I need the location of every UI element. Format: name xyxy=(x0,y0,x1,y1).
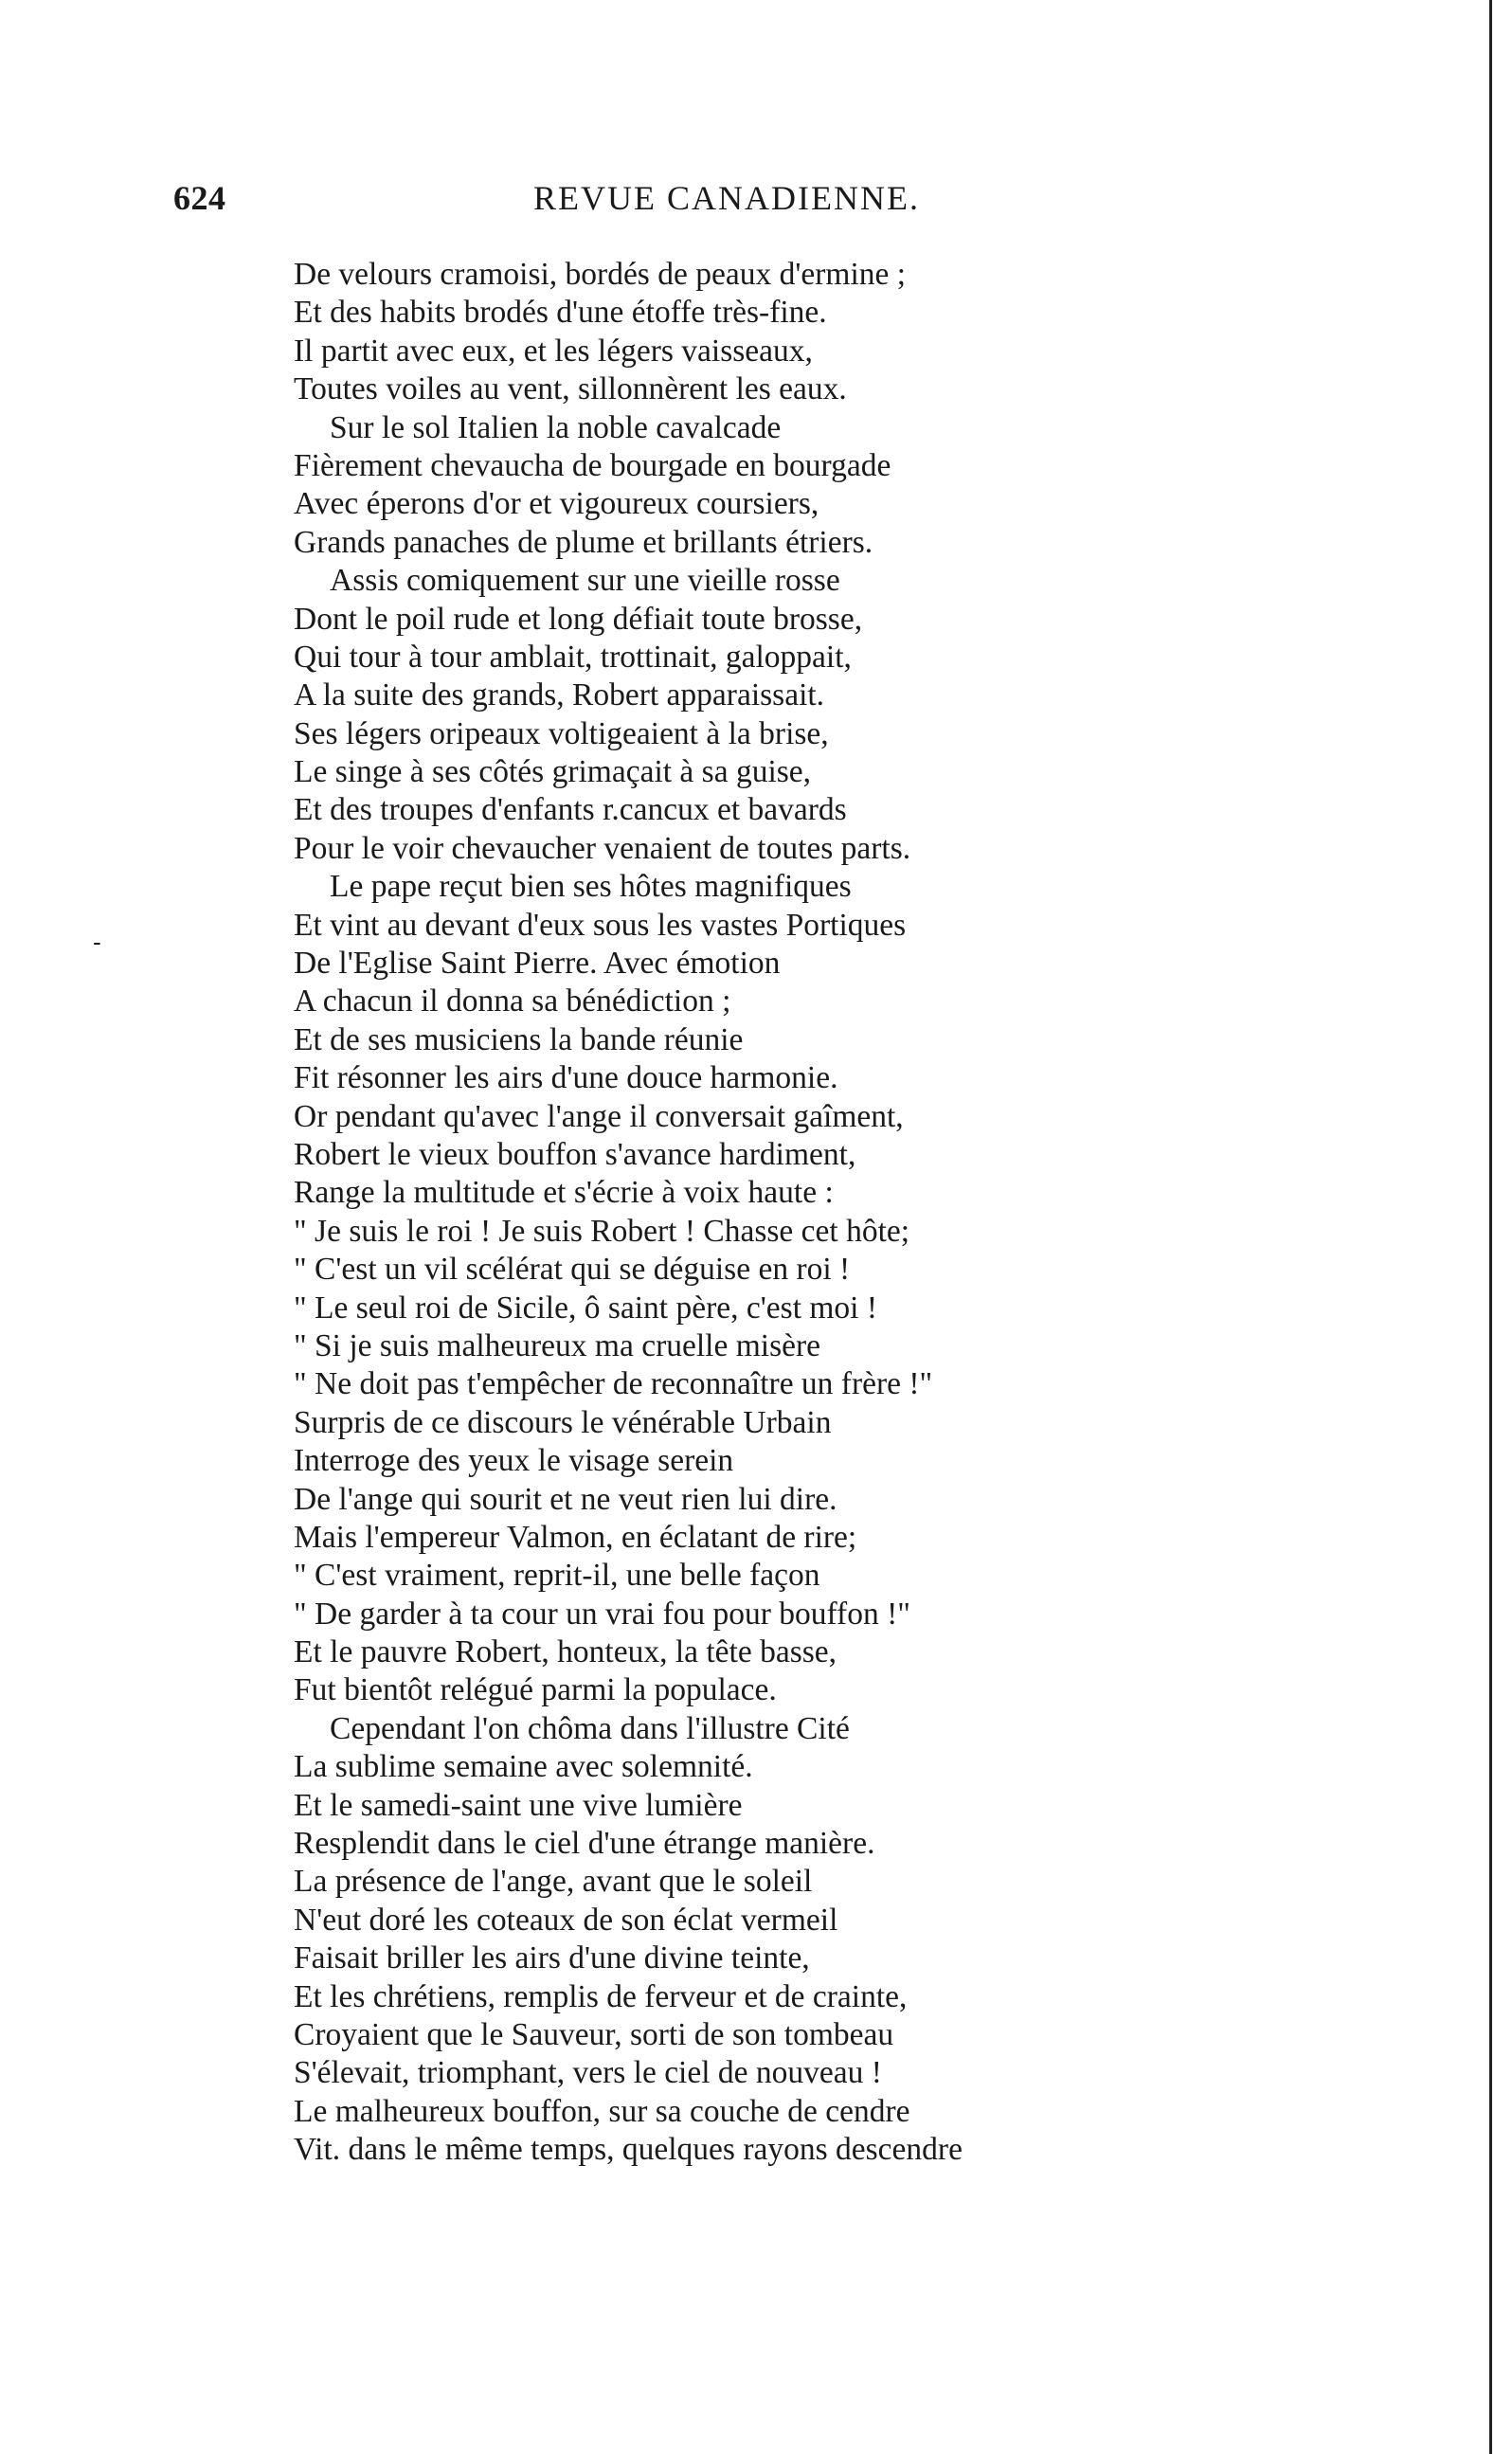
page-edge-rule xyxy=(1489,0,1492,2454)
poem-line: De l'ange qui sourit et ne veut rien lui dire. xyxy=(294,1481,837,1517)
poem-line: Avec éperons d'or et vigoureux coursiers, xyxy=(294,486,819,522)
poem-line: Resplendit dans le ciel d'une étrange manière. xyxy=(294,1826,875,1862)
poem-line: Fut bientôt relégué parmi la populace. xyxy=(294,1672,777,1708)
poem-line: Dont le poil rude et long défiait toute brosse, xyxy=(294,601,863,637)
poem-line: Et de ses musiciens la bande réunie xyxy=(294,1021,744,1057)
poem-line: La sublime semaine avec solemnité. xyxy=(294,1749,753,1785)
poem-line: " C'est vraiment, reprit-il, une belle façon xyxy=(294,1558,820,1594)
poem-line: Faisait briller les airs d'une divine teinte, xyxy=(294,1940,810,1976)
poem-line: Le malheureux bouffon, sur sa couche de cendre xyxy=(294,2093,910,2129)
poem-line: Il partit avec eux, et les légers vaisseaux, xyxy=(294,333,813,369)
poem-line: " De garder à ta cour un vrai fou pour bouffon !" xyxy=(294,1596,910,1632)
poem-line: Cependant l'on chôma dans l'illustre Cité xyxy=(330,1710,850,1746)
poem-line: Sur le sol Italien la noble cavalcade xyxy=(330,409,782,445)
running-title: REVUE CANADIENNE. xyxy=(533,179,920,217)
poem-line: S'élevait, triomphant, vers le ciel de nouveau ! xyxy=(294,2055,882,2091)
poem-line: Et vint au devant d'eux sous les vastes Portiques xyxy=(294,907,907,943)
page-header xyxy=(173,178,1121,226)
poem-line: Toutes voiles au vent, sillonnèrent les eaux. xyxy=(294,371,847,407)
poem-body xyxy=(294,256,1431,2170)
poem-line: Fièrement chevaucha de bourgade en bourgade xyxy=(294,447,891,483)
poem-line: Or pendant qu'avec l'ange il conversait gaîment, xyxy=(294,1098,904,1134)
poem-line: Et le pauvre Robert, honteux, la tête basse, xyxy=(294,1634,837,1670)
poem-line: Et les chrétiens, remplis de ferveur et de crainte, xyxy=(294,1978,908,2014)
poem-line: Croyaient que le Sauveur, sorti de son tombeau xyxy=(294,2016,894,2052)
poem-line: Grands panaches de plume et brillants étriers. xyxy=(294,524,873,560)
poem-line: Mais l'empereur Valmon, en éclatant de rire; xyxy=(294,1519,857,1555)
poem-line: Vit. dans le même temps, quelques rayons descendre xyxy=(294,2132,963,2168)
margin-mark: - xyxy=(93,929,101,957)
poem-line: Range la multitude et s'écrie à voix haute : xyxy=(294,1175,834,1211)
poem-line: " Si je suis malheureux ma cruelle misère xyxy=(294,1327,821,1363)
poem-line: Le singe à ses côtés grimaçait à sa guise, xyxy=(294,754,812,790)
poem-line: La présence de l'ange, avant que le soleil xyxy=(294,1864,813,1900)
poem-line: Et le samedi-saint une vive lumière xyxy=(294,1787,743,1823)
poem-line: Assis comiquement sur une vieille rosse xyxy=(330,563,840,599)
poem-line: Le pape reçut bien ses hôtes magnifiques xyxy=(330,869,852,905)
poem-line: Et des troupes d'enfants r.cancux et bavards xyxy=(294,792,847,828)
poem-line: A chacun il donna sa bénédiction ; xyxy=(294,983,731,1019)
poem-line: " Je suis le roi ! Je suis Robert ! Chasse cet hôte; xyxy=(294,1213,910,1249)
poem-line: Fit résonner les airs d'une douce harmonie. xyxy=(294,1060,838,1096)
poem-line: Et des habits brodés d'une étoffe très-fine. xyxy=(294,295,827,331)
poem-line: Surpris de ce discours le vénérable Urbain xyxy=(294,1404,832,1440)
poem-line: Ses légers oripeaux voltigeaient à la brise, xyxy=(294,715,829,751)
poem-line: Qui tour à tour amblait, trottinait, galoppait, xyxy=(294,639,852,675)
poem-line: " C'est un vil scélérat qui se déguise en roi ! xyxy=(294,1252,851,1288)
poem-line: Robert le vieux bouffon s'avance hardiment, xyxy=(294,1136,856,1172)
poem-line: " Ne doit pas t'empêcher de reconnaître un frère !" xyxy=(294,1366,933,1402)
poem-line: Interroge des yeux le visage serein xyxy=(294,1443,734,1479)
poem-line: " Le seul roi de Sicile, ô saint père, c'est moi ! xyxy=(294,1290,878,1326)
poem-line: De l'Eglise Saint Pierre. Avec émotion xyxy=(294,946,781,982)
poem-line: A la suite des grands, Robert apparaissait. xyxy=(294,677,825,713)
page-number: 624 xyxy=(173,179,226,217)
poem-line: Pour le voir chevaucher venaient de toutes parts. xyxy=(294,830,911,866)
poem-line: De velours cramoisi, bordés de peaux d'ermine ; xyxy=(294,257,907,292)
poem-line: N'eut doré les coteaux de son éclat vermeil xyxy=(294,1902,838,1938)
